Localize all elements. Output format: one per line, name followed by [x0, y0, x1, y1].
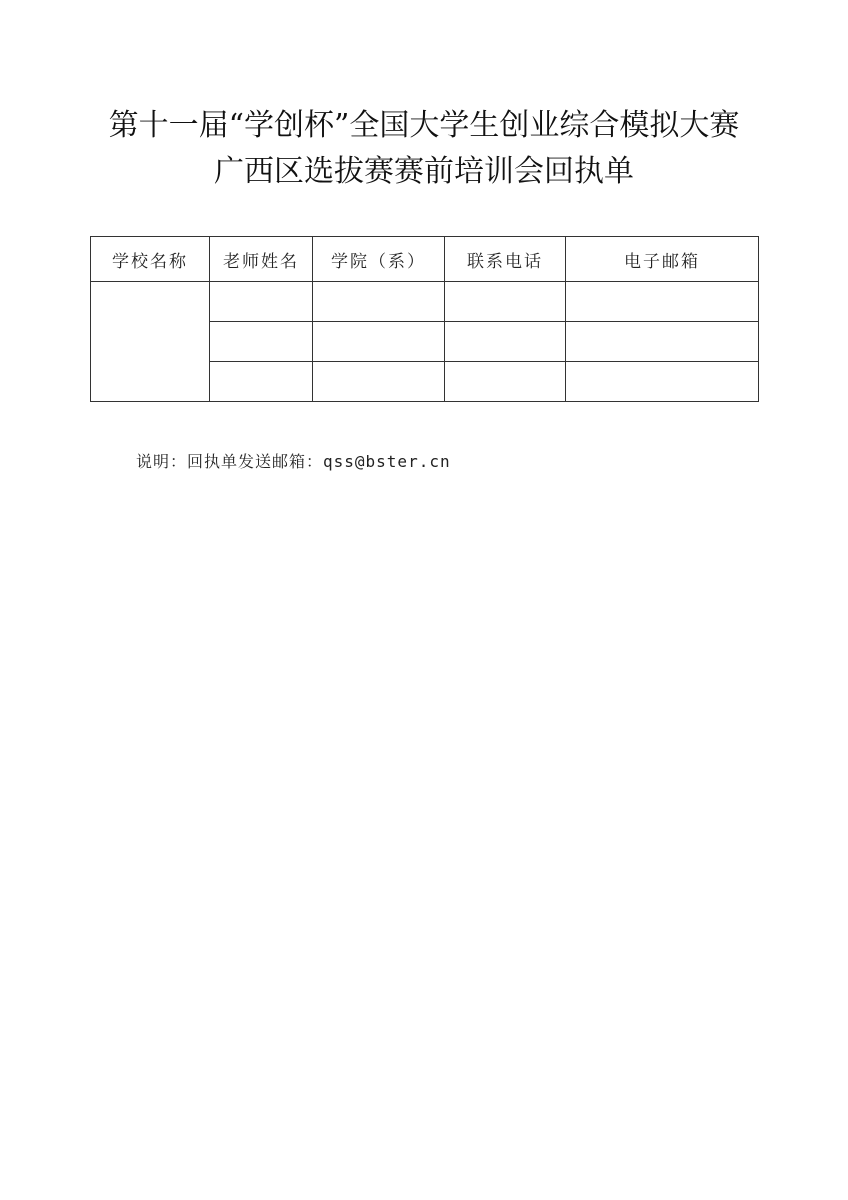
header-school-name: 学校名称	[91, 237, 210, 282]
phone-cell[interactable]	[445, 322, 566, 362]
header-college: 学院（系）	[313, 237, 445, 282]
header-email: 电子邮箱	[566, 237, 759, 282]
college-cell[interactable]	[313, 362, 445, 402]
email-cell[interactable]	[566, 282, 759, 322]
phone-cell[interactable]	[445, 362, 566, 402]
college-cell[interactable]	[313, 322, 445, 362]
email-cell[interactable]	[566, 322, 759, 362]
document-title-line-1: 第十一届“学创杯”全国大学生创业综合模拟大赛	[108, 108, 740, 143]
document-title-line-2: 广西区选拔赛赛前培训会回执单	[214, 154, 634, 189]
submission-note: 说明：回执单发送邮箱：qss@bster.cn	[136, 452, 451, 471]
phone-cell[interactable]	[445, 282, 566, 322]
college-cell[interactable]	[313, 282, 445, 322]
school-name-cell[interactable]	[91, 282, 210, 402]
receipt-table	[90, 236, 759, 402]
teacher-name-cell[interactable]	[210, 362, 313, 402]
table-row	[91, 282, 759, 322]
header-phone: 联系电话	[445, 237, 566, 282]
table-header-row	[91, 237, 759, 282]
teacher-name-cell[interactable]	[210, 282, 313, 322]
email-cell[interactable]	[566, 362, 759, 402]
teacher-name-cell[interactable]	[210, 322, 313, 362]
header-teacher-name: 老师姓名	[210, 237, 313, 282]
